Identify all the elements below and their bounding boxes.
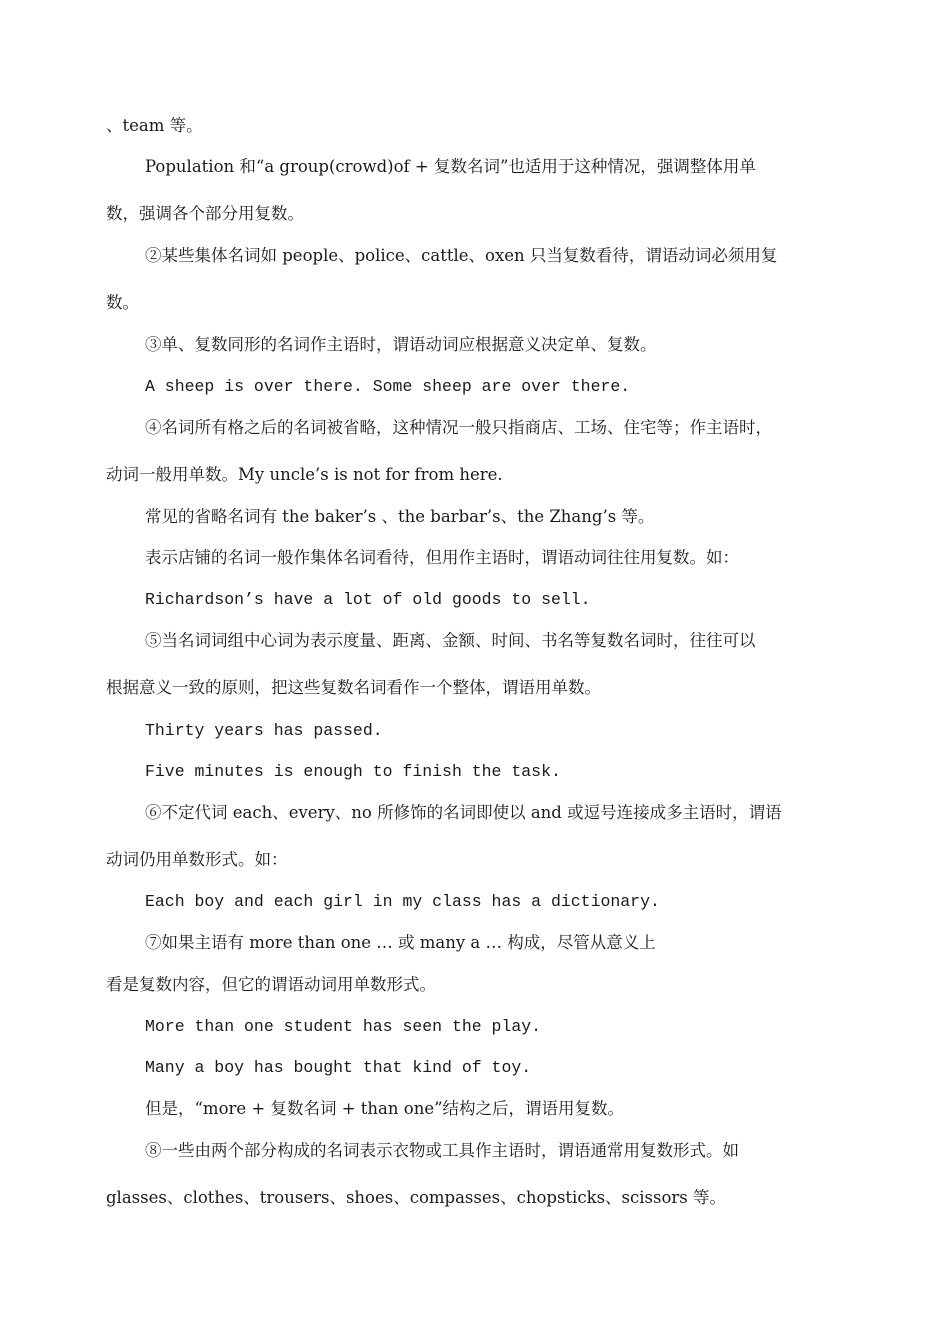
example-sentence: Thirty years has passed.	[145, 721, 383, 740]
text-line: 数。	[106, 293, 139, 312]
text-line: 动词仍用单数形式。如：	[106, 850, 288, 869]
example-sentence: Many a boy has bought that kind of toy.	[145, 1058, 532, 1077]
example-sentence: Five minutes is enough to finish the task.	[145, 762, 561, 781]
text-line: ⑦如果主语有 more than one … 或 many a … 构成，尽管从意义上	[145, 933, 656, 952]
text-line: ②某些集体名词如 people、police、cattle、oxen 只当复数看待，谓语动词必须用复	[145, 246, 778, 265]
text-line: ⑧一些由两个部分构成的名词表示衣物或工具作主语时，谓语通常用复数形式。如	[145, 1141, 739, 1160]
example-sentence: Richardson’s have a lot of old goods to sell.	[145, 590, 591, 609]
text-line: 表示店铺的名词一般作集体名词看待，但用作主语时，谓语动词往往用复数。如：	[145, 548, 739, 567]
text-line: ④名词所有格之后的名词被省略，这种情况一般只指商店、工场、住宅等；作主语时，	[145, 418, 772, 437]
example-sentence: More than one student has seen the play.	[145, 1017, 542, 1036]
example-sentence: A sheep is over there. Some sheep are over there.	[145, 377, 631, 396]
text-line: ⑤当名词词组中心词为表示度量、距离、金额、时间、书名等复数名词时，往往可以	[145, 631, 756, 650]
text-line: glasses、clothes、trousers、shoes、compasses、chopsticks、scissors 等。	[106, 1188, 726, 1207]
text-line: ⑥不定代词 each、every、no 所修饰的名词即使以 and 或逗号连接成多主语时，谓语	[145, 803, 782, 822]
text-line: 看是复数内容，但它的谓语动词用单数形式。	[106, 975, 436, 994]
text-line: 常见的省略名词有 the baker’s 、the barbar’s、the Zhang’s 等。	[145, 507, 655, 526]
text-line: 数，强调各个部分用复数。	[106, 204, 304, 223]
text-line: ③单、复数同形的名词作主语时，谓语动词应根据意义决定单、复数。	[145, 335, 657, 354]
text-line: 但是，“more + 复数名词 + than one”结构之后，谓语用复数。	[145, 1099, 625, 1118]
example-sentence: Each boy and each girl in my class has a dictionary.	[145, 892, 660, 911]
text-line: 、team 等。	[106, 116, 203, 135]
text-line: 动词一般用单数。My uncle’s is not for from here.	[106, 465, 503, 484]
text-line: 根据意义一致的原则，把这些复数名词看作一个整体，谓语用单数。	[106, 678, 601, 697]
text-line: Population 和“a group(crowd)of + 复数名词”也适用于这种情况，强调整体用单	[145, 157, 756, 176]
